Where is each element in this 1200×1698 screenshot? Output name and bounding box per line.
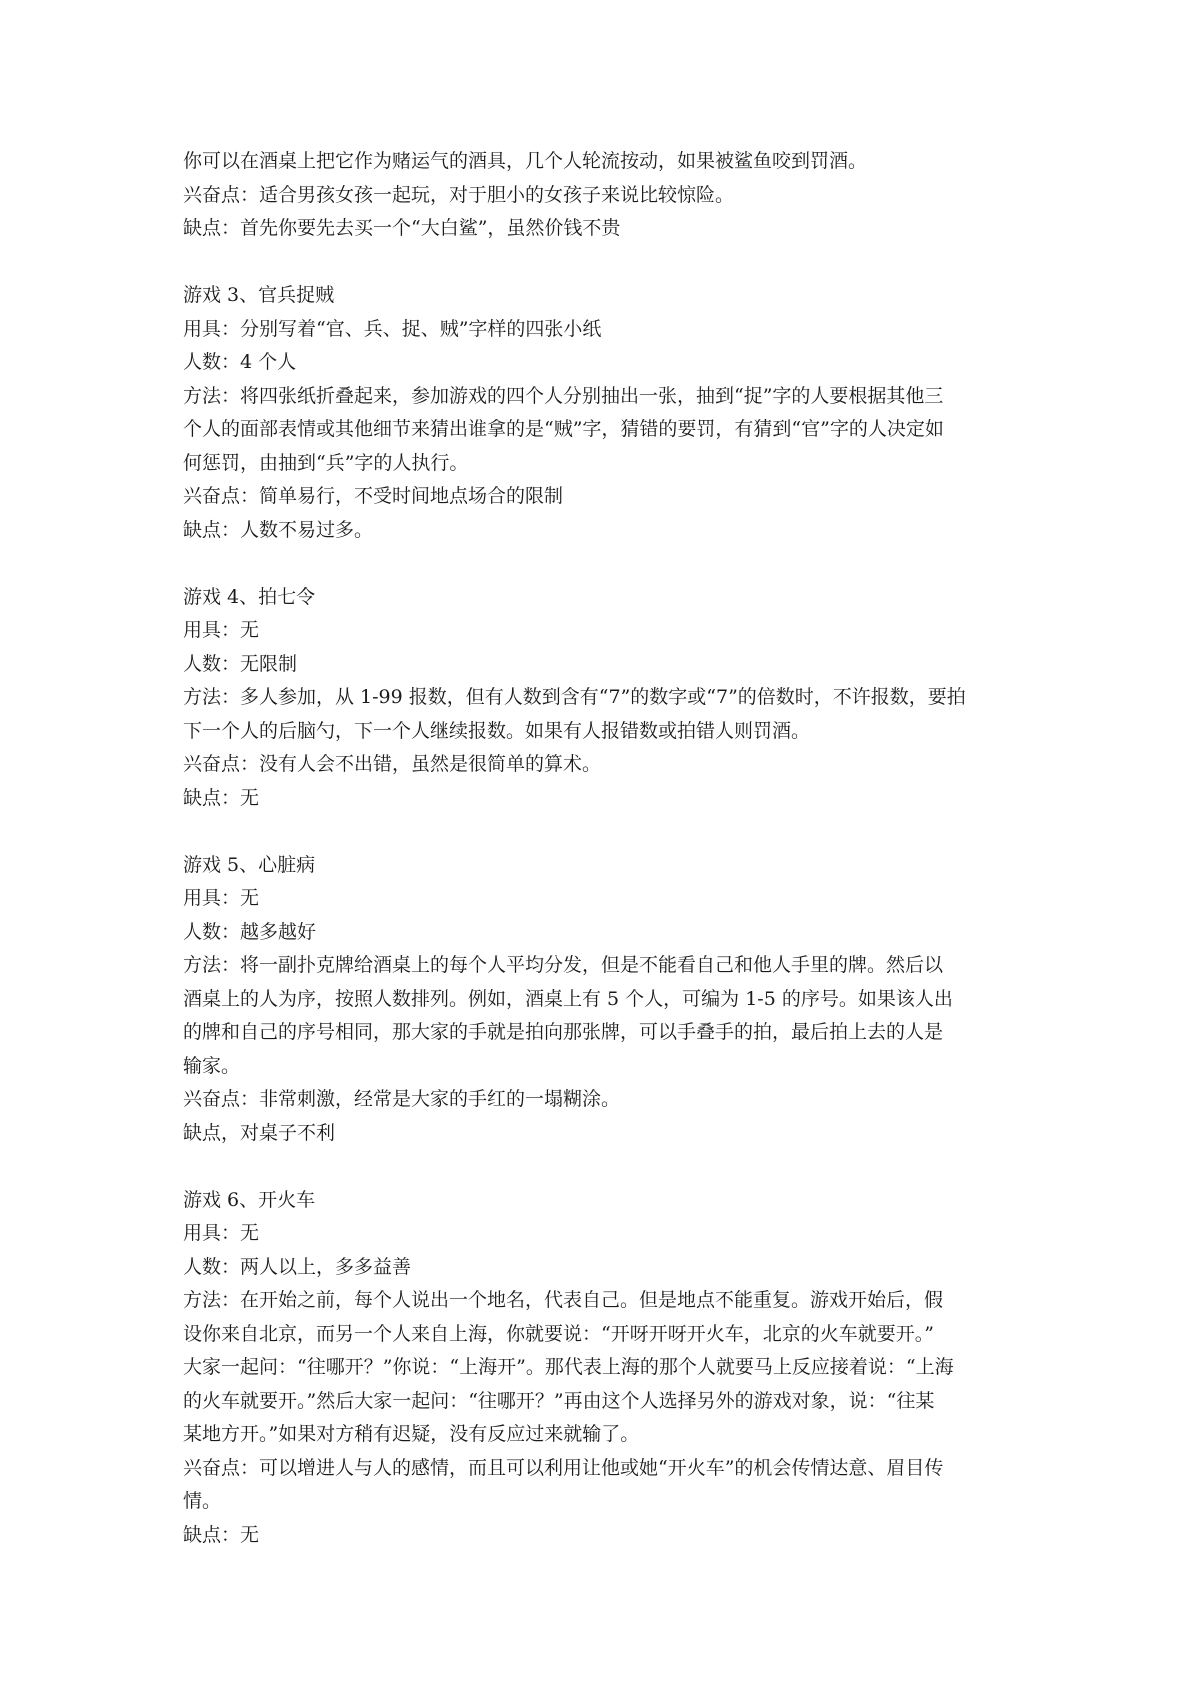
game3-method-line: 方法：将四张纸折叠起来，参加游戏的四个人分别抽出一张，抽到“捉”字的人要根据其他三 <box>183 384 944 407</box>
game3-excite: 兴奋点：简单易行，不受时间地点场合的限制 <box>183 485 564 507</box>
game6-method-line: 某地方开。”如果对方稍有迟疑，没有反应过来就输了。 <box>183 1423 640 1445</box>
game6-method-line: 设你来自北京，而另一个人来自上海，你就要说：“开呀开呀开火车，北京的火车就要开。” <box>183 1322 934 1345</box>
game3-flaw: 缺点：人数不易过多。 <box>183 518 374 541</box>
game5-section <box>183 849 1033 1151</box>
game6-title: 游戏 6、开火车 <box>183 1188 316 1211</box>
game5-method-line: 的牌和自己的序号相同，那大家的手就是拍向那张牌，可以手叠手的拍，最后拍上去的人是 <box>183 1021 944 1043</box>
game5-method-line: 输家。 <box>183 1054 241 1077</box>
section-gap <box>183 1150 1033 1184</box>
game6-excite-line: 情。 <box>183 1490 222 1512</box>
game5-method-line: 酒桌上的人为序，按照人数排列。例如，酒桌上有 5 个人，可编为 1-5 的序号。如果该人出 <box>183 987 953 1010</box>
game6-people: 人数：两人以上，多多益善 <box>183 1255 412 1278</box>
game3-section <box>183 279 1033 547</box>
game4-excite: 兴奋点：没有人会不出错，虽然是很简单的算术。 <box>183 753 602 775</box>
document-body <box>183 145 1033 1552</box>
game5-title: 游戏 5、心脏病 <box>183 853 316 876</box>
game5-flaw: 缺点，对桌子不利 <box>183 1121 336 1144</box>
section-gap <box>183 246 1033 280</box>
section-gap <box>183 815 1033 849</box>
intro-excite: 兴奋点：适合男孩女孩一起玩，对于胆小的女孩子来说比较惊险。 <box>183 183 735 206</box>
game3-method-line: 个人的面部表情或其他细节来猜出谁拿的是“贼”字，猜错的要罚，有猜到“官”字的人决定如 <box>183 418 944 440</box>
game4-method-line: 下一个人的后脑勺，下一个人继续报数。如果有人报错数或拍错人则罚酒。 <box>183 719 811 742</box>
game4-flaw: 缺点：无 <box>183 786 260 809</box>
intro-section <box>183 145 1033 246</box>
game6-flaw: 缺点：无 <box>183 1523 260 1546</box>
intro-line: 你可以在酒桌上把它作为赌运气的酒具，几个人轮流按动，如果被鲨鱼咬到罚酒。 <box>183 150 868 172</box>
game5-people: 人数：越多越好 <box>183 920 317 943</box>
game5-tools: 用具：无 <box>183 887 260 909</box>
game6-tools: 用具：无 <box>183 1222 260 1244</box>
game4-section <box>183 581 1033 816</box>
game4-tools: 用具：无 <box>183 619 260 641</box>
game6-excite-line: 兴奋点：可以增进人与人的感情，而且可以利用让他或她“开火车”的机会传情达意、眉目传 <box>183 1456 944 1479</box>
game6-method-line: 方法：在开始之前，每个人说出一个地名，代表自己。但是地点不能重复。游戏开始后，假 <box>183 1289 944 1311</box>
section-gap <box>183 547 1033 581</box>
game3-tools: 用具：分别写着“官、兵、捉、贼”字样的四张小纸 <box>183 317 602 340</box>
game3-method-line: 何惩罚，由抽到“兵”字的人执行。 <box>183 451 469 474</box>
intro-flaw: 缺点：首先你要先去买一个“大白鲨”，虽然价钱不贵 <box>183 217 621 239</box>
game4-title: 游戏 4、拍七令 <box>183 585 316 608</box>
game6-method-line: 的火车就要开。”然后大家一起问：“往哪开？”再由这个人选择另外的游戏对象，说：“往某 <box>183 1389 935 1412</box>
game5-method-line: 方法：将一副扑克牌给酒桌上的每个人平均分发，但是不能看自己和他人手里的牌。然后以 <box>183 954 944 976</box>
game3-title: 游戏 3、官兵捉贼 <box>183 284 335 306</box>
game3-people: 人数：4 个人 <box>183 351 297 373</box>
game4-method-line: 方法：多人参加，从 1-99 报数，但有人数到含有“7”的数字或“7”的倍数时，不许报数，要拍 <box>183 686 966 708</box>
game5-excite: 兴奋点：非常刺激，经常是大家的手红的一塌糊涂。 <box>183 1088 621 1110</box>
game6-method-line: 大家一起问：“往哪开？”你说：“上海开”。那代表上海的那个人就要马上反应接着说：“上海 <box>183 1356 954 1378</box>
game4-people: 人数：无限制 <box>183 652 298 675</box>
game6-section <box>183 1184 1033 1553</box>
